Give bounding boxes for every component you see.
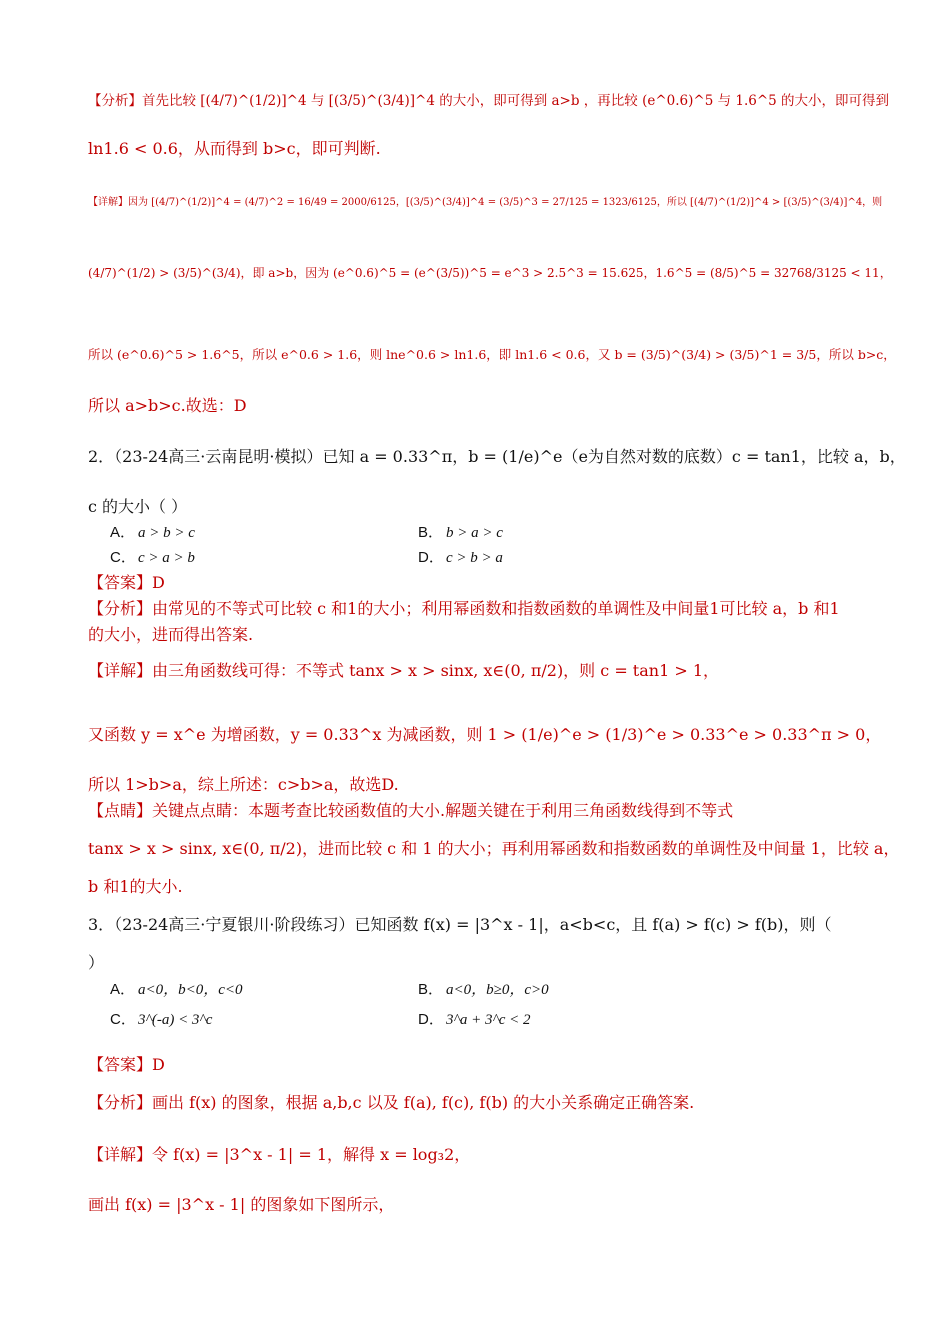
option-text: c > a > b [138, 550, 195, 566]
text-line: 【答案】D [88, 573, 165, 592]
answer-option [418, 1009, 531, 1030]
option-text: b > a > c [446, 525, 503, 541]
text-line: 所以 1>b>a，综上所述：c>b>a，故选D. [88, 775, 399, 794]
text-line: 【答案】D [88, 1055, 165, 1074]
answer-option [110, 547, 195, 568]
text-line: ln1.6 < 0.6，从而得到 b>c，即可判断. [88, 139, 381, 158]
option-label: B． [418, 524, 444, 541]
option-text: 3^a + 3^c < 2 [446, 1012, 531, 1028]
option-text: a<0，b<0，c<0 [138, 982, 243, 998]
text-line: 又函数 y = x^e 为增函数，y = 0.33^x 为减函数，则 1 > (1/e)^e > (1/3)^e > 0.33^e > 0.33^π > 0， [88, 725, 882, 744]
option-label: A． [110, 524, 136, 541]
text-line: 所以 a>b>c.故选：D [88, 396, 247, 415]
text-line: 3．（23-24高三·宁夏银川·阶段练习）已知函数 f(x) = |3^x - 1|，a<b<c，且 f(a) > f(c) > f(b)，则（ [88, 915, 832, 934]
option-label: D． [418, 549, 444, 566]
option-label: C． [110, 1011, 136, 1028]
option-label: C． [110, 549, 136, 566]
option-label: A． [110, 981, 136, 998]
text-line: 【详解】令 f(x) = |3^x - 1| = 1，解得 x = log₃2， [88, 1145, 471, 1164]
text-line: c 的大小（ ） [88, 497, 188, 516]
text-line: 画出 f(x) = |3^x - 1| 的图象如下图所示， [88, 1195, 395, 1214]
option-text: a<0，b≥0，c>0 [446, 982, 549, 998]
text-line: 的大小，进而得出答案. [88, 625, 254, 644]
text-line: b 和1的大小. [88, 877, 183, 896]
text-line: 2．（23-24高三·云南昆明·模拟）已知 a = 0.33^π，b = (1/e)^e（e为自然对数的底数）c = tan1，比较 a，b， [88, 447, 906, 466]
text-line: 【点睛】关键点点睛：本题考查比较函数值的大小.解题关键在于利用三角函数线得到不等式 [88, 801, 734, 820]
answer-option [110, 979, 243, 1000]
option-text: 3^(-a) < 3^c [138, 1012, 213, 1028]
answer-option [110, 1009, 212, 1030]
option-text: c > b > a [446, 550, 503, 566]
answer-option [418, 979, 549, 1000]
text-line: (4/7)^(1/2) > (3/5)^(3/4)，即 a>b，因为 (e^0.6)^5 = (e^(3/5))^5 = e^3 > 2.5^3 = 15.625，1.6^5 = (8/5)^5 = 32768/3125 < 11， [88, 266, 892, 280]
option-label: D． [418, 1011, 444, 1028]
text-line: 【详解】因为 [(4/7)^(1/2)]^4 = (4/7)^2 = 16/49 = 2000/6125，[(3/5)^(3/4)]^4 = (3/5)^3 = 27/125 = 1323/6125，所以 [(4/7)^(1/2)]^4 > [(3/5)^(3/4)]^4，则 [88, 197, 883, 208]
option-text: a > b > c [138, 525, 195, 541]
text-line: 【分析】首先比较 [(4/7)^(1/2)]^4 与 [(3/5)^(3/4)]^4 的大小，即可得到 a>b ，再比较 (e^0.6)^5 与 1.6^5 的大小，即可得到 [88, 93, 890, 109]
text-line: tanx > x > sinx, x∈(0, π/2)，进而比较 c 和 1 的大小；再利用幂函数和指数函数的单调性及中间量 1，比较 a， [88, 839, 900, 858]
answer-option [418, 547, 503, 568]
text-line: 所以 (e^0.6)^5 > 1.6^5，所以 e^0.6 > 1.6，则 lne^0.6 > ln1.6，即 ln1.6 < 0.6，又 b = (3/5)^(3/4) > (3/5)^1 = 3/5，所以 b>c， [88, 347, 896, 362]
text-line: 【详解】由三角函数线可得：不等式 tanx > x > sinx, x∈(0, π/2)，则 c = tan1 > 1， [88, 661, 720, 680]
option-label: B． [418, 981, 444, 998]
text-line: ） [88, 953, 105, 972]
text-line: 【分析】画出 f(x) 的图象，根据 a,b,c 以及 f(a), f(c), f(b) 的大小关系确定正确答案. [88, 1093, 695, 1112]
answer-option [110, 522, 195, 543]
answer-option [418, 522, 503, 543]
text-line: 【分析】由常见的不等式可比较 c 和1的大小；利用幂函数和指数函数的单调性及中间量1可比较 a，b 和1 [88, 599, 840, 618]
